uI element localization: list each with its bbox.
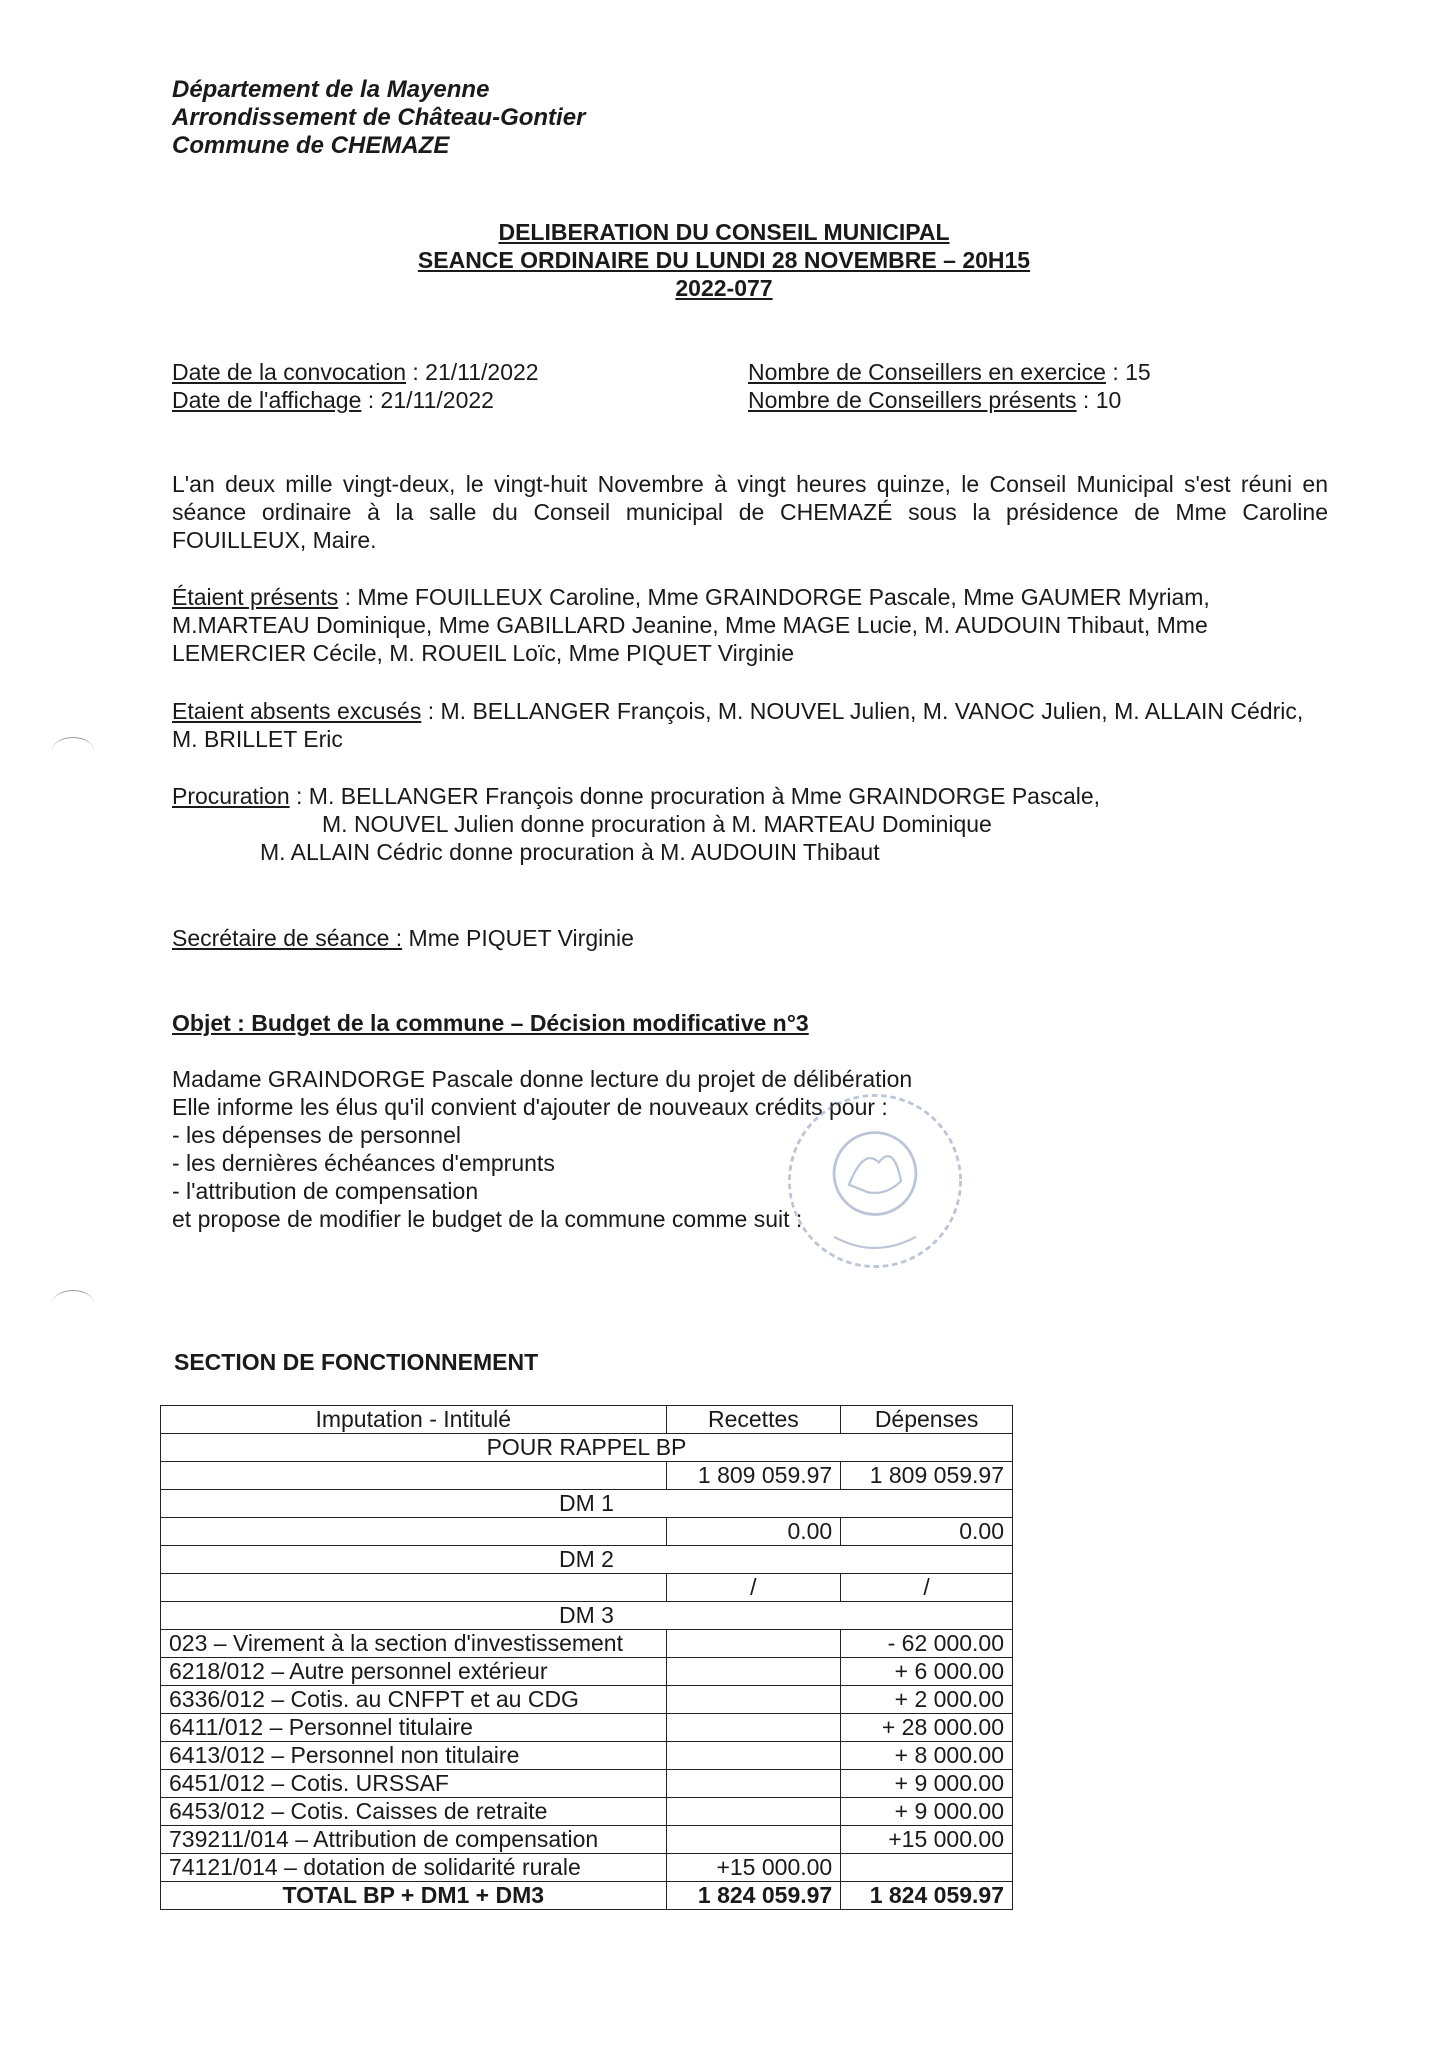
intro-paragraph: L'an deux mille vingt-deux, le vingt-huit Novembre à vingt heures quinze, le Conseil Municipal s'est réuni en séance ordinaire à la salle du Conseil municipal de CHEMAZÉ sous la présidence de Mme Caroline FOUILLEUX, Maire. (172, 471, 1328, 553)
section-title: SECTION DE FONCTIONNEMENT (174, 1349, 539, 1375)
affichage-label: Date de l'affichage (172, 387, 362, 413)
row-label: 74121/014 – dotation de solidarité rurale (161, 1854, 667, 1882)
table-row (161, 1630, 1013, 1658)
header-recettes: Recettes (666, 1406, 841, 1434)
meta-dates (172, 358, 539, 414)
row-depenses (841, 1854, 1013, 1882)
row-depenses: - 62 000.00 (841, 1630, 1013, 1658)
row-depenses: + 8 000.00 (841, 1742, 1013, 1770)
objet-heading: Objet : Budget de la commune – Décision modificative n°3 (172, 1010, 809, 1036)
row-recettes (666, 1826, 841, 1854)
table-row (161, 1490, 1013, 1518)
row-depenses: + 2 000.00 (841, 1686, 1013, 1714)
presents-count-value: : 10 (1076, 387, 1122, 413)
objet-line1: Madame GRAINDORGE Pascale donne lecture du projet de délibération (172, 1066, 913, 1092)
table-row (161, 1770, 1013, 1798)
procuration-line3: M. ALLAIN Cédric donne procuration à M. AUDOUIN Thibaut (260, 839, 880, 865)
municipal-seal-icon (782, 1088, 968, 1274)
procuration-line1: : M. BELLANGER François donne procuration à Mme GRAINDORGE Pascale, (289, 783, 1101, 809)
meta-conseillers (748, 358, 1151, 414)
punch-hole-mark (52, 1290, 94, 1317)
dm2-depenses: / (841, 1574, 1013, 1602)
dm3-label: DM 3 (161, 1602, 1013, 1630)
table-cell (161, 1462, 667, 1490)
table-row (161, 1854, 1013, 1882)
dm1-recettes: 0.00 (666, 1518, 841, 1546)
header-arrondissement: Arrondissement de Château-Gontier (172, 104, 586, 131)
document-title (0, 218, 1448, 302)
objet-line4: - les dernières échéances d'emprunts (172, 1150, 555, 1176)
bp-recettes: 1 809 059.97 (666, 1462, 841, 1490)
title-number: 2022-077 (675, 275, 773, 301)
row-depenses: + 6 000.00 (841, 1658, 1013, 1686)
title-deliberation: DELIBERATION DU CONSEIL MUNICIPAL (498, 219, 950, 245)
row-label: 6453/012 – Cotis. Caisses de retraite (161, 1798, 667, 1826)
presents-label: Étaient présents (172, 584, 339, 610)
table-row (161, 1798, 1013, 1826)
row-label: 6218/012 – Autre personnel extérieur (161, 1658, 667, 1686)
table-row (161, 1742, 1013, 1770)
table-cell (161, 1574, 667, 1602)
row-recettes (666, 1742, 841, 1770)
total-recettes: 1 824 059.97 (666, 1882, 841, 1910)
row-depenses: + 9 000.00 (841, 1770, 1013, 1798)
table-row (161, 1434, 1013, 1462)
table-row (161, 1658, 1013, 1686)
bp-depenses: 1 809 059.97 (841, 1462, 1013, 1490)
table-row (161, 1686, 1013, 1714)
title-seance: SEANCE ORDINAIRE DU LUNDI 28 NOVEMBRE – 20H15 (417, 247, 1031, 273)
row-label: 6411/012 – Personnel titulaire (161, 1714, 667, 1742)
procuration-block (172, 782, 1328, 866)
row-recettes: +15 000.00 (666, 1854, 841, 1882)
row-depenses: + 28 000.00 (841, 1714, 1013, 1742)
exercice-value: : 15 (1105, 359, 1151, 385)
objet-line6: et propose de modifier le budget de la commune comme suit : (172, 1206, 803, 1232)
table-row (161, 1462, 1013, 1490)
objet-line2: Elle informe les élus qu'il convient d'ajouter de nouveaux crédits pour : (172, 1094, 888, 1120)
secretaire-value: Mme PIQUET Virginie (402, 925, 634, 951)
header-depenses: Dépenses (841, 1406, 1013, 1434)
table-cell (161, 1518, 667, 1546)
row-recettes (666, 1714, 841, 1742)
presents-text: : Mme FOUILLEUX Caroline, Mme GRAINDORGE Pascale, Mme GAUMER Myriam, M.MARTEAU Dominique, Mme GABILLARD Jeanine, Mme MAGE Lucie, M. AUDOUIN Thibaut, Mme LEMERCIER Cécile, M. ROUEIL Loïc, Mme PIQUET Virginie (172, 584, 1210, 666)
table-row (161, 1714, 1013, 1742)
row-label: 6451/012 – Cotis. URSSAF (161, 1770, 667, 1798)
absents-paragraph (172, 697, 1328, 753)
table-row (161, 1826, 1013, 1854)
header-departement: Département de la Mayenne (172, 76, 490, 103)
exercice-label: Nombre de Conseillers en exercice (748, 359, 1106, 385)
row-recettes (666, 1630, 841, 1658)
presents-count-label: Nombre de Conseillers présents (748, 387, 1077, 413)
secretaire-label: Secrétaire de séance : (172, 925, 403, 951)
row-label: 6413/012 – Personnel non titulaire (161, 1742, 667, 1770)
convocation-label: Date de la convocation (172, 359, 406, 385)
table-header-row (161, 1406, 1013, 1434)
dm1-label: DM 1 (161, 1490, 1013, 1518)
total-label: TOTAL BP + DM1 + DM3 (161, 1882, 667, 1910)
table-row (161, 1574, 1013, 1602)
total-depenses: 1 824 059.97 (841, 1882, 1013, 1910)
procuration-label: Procuration (172, 783, 290, 809)
header-imputation: Imputation - Intitulé (161, 1406, 667, 1434)
objet-line5: - l'attribution de compensation (172, 1178, 479, 1204)
row-recettes (666, 1798, 841, 1826)
table-row (161, 1518, 1013, 1546)
absents-label: Etaient absents excusés (172, 698, 422, 724)
row-depenses: +15 000.00 (841, 1826, 1013, 1854)
issuer-header (172, 76, 585, 160)
presents-paragraph (172, 583, 1328, 667)
table-row (161, 1602, 1013, 1630)
table-total-row (161, 1882, 1013, 1910)
convocation-value: : 21/11/2022 (406, 359, 539, 385)
row-recettes (666, 1770, 841, 1798)
punch-hole-mark (52, 737, 94, 764)
affichage-value: : 21/11/2022 (361, 387, 494, 413)
row-recettes (666, 1686, 841, 1714)
objet-line3: - les dépenses de personnel (172, 1122, 461, 1148)
absents-text: : M. BELLANGER François, M. NOUVEL Julien, M. VANOC Julien, M. ALLAIN Cédric, M. BRILLET Eric (172, 698, 1304, 752)
dm1-depenses: 0.00 (841, 1518, 1013, 1546)
rappel-bp-label: POUR RAPPEL BP (161, 1434, 1013, 1462)
procuration-line2: M. NOUVEL Julien donne procuration à M. MARTEAU Dominique (322, 811, 992, 837)
budget-table (160, 1405, 1013, 1910)
dm2-label: DM 2 (161, 1546, 1013, 1574)
dm2-recettes: / (666, 1574, 841, 1602)
row-label: 6336/012 – Cotis. au CNFPT et au CDG (161, 1686, 667, 1714)
secretaire-line (172, 924, 1328, 952)
row-label: 739211/014 – Attribution de compensation (161, 1826, 667, 1854)
row-recettes (666, 1658, 841, 1686)
row-depenses: + 9 000.00 (841, 1798, 1013, 1826)
row-label: 023 – Virement à la section d'investissement (161, 1630, 667, 1658)
objet-body (172, 1065, 1328, 1233)
header-commune: Commune de CHEMAZE (172, 132, 450, 159)
table-row (161, 1546, 1013, 1574)
